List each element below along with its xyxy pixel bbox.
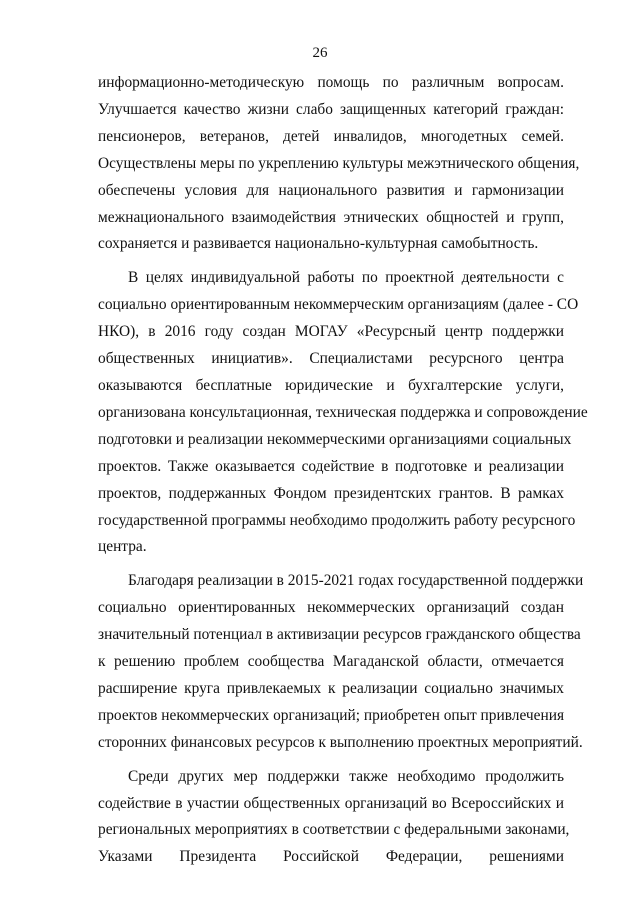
text-line: к решению проблем сообщества Магаданской области, отмечается [98, 653, 564, 671]
text-line: сохраняется и развивается национально-культурная самобытность. [98, 235, 539, 253]
text-line: расширение круга привлекаемых к реализации социально значимых [98, 679, 564, 697]
text-line: содействие в участии общественных организаций во Всероссийских и [98, 794, 564, 812]
text-line: региональных мероприятиях в соответствии с федеральными законами, [98, 821, 570, 839]
text-line: проектов, поддержанных Фондом президентских грантов. В рамках [98, 484, 564, 502]
text-line: Среди других мер поддержки также необходимо продолжить [128, 767, 564, 785]
text-line: Благодаря реализации в 2015-2021 годах государственной поддержки [128, 572, 584, 590]
paragraph [98, 764, 570, 872]
text-line: социально ориентированным некоммерческим организациям (далее - СО [98, 296, 579, 314]
paragraph [98, 568, 584, 756]
text-line: значительный потенциал в активизации ресурсов гражданского общества [98, 626, 581, 644]
text-line: обеспечены условия для национального развития и гармонизации [98, 181, 564, 199]
text-line: проектов. Также оказывается содействие в подготовке и реализации [98, 457, 564, 475]
text-line: социально ориентированных некоммерческих организаций создан [98, 599, 564, 617]
text-line: информационно-методическую помощь по различным вопросам. [98, 74, 564, 91]
text-line: Улучшается качество жизни слабо защищенных категорий граждан: [98, 100, 564, 118]
text-line: центра. [98, 538, 147, 556]
text-line: проектов некоммерческих организаций; приобретен опыт привлечения [98, 706, 565, 724]
body-text [98, 70, 588, 871]
text-line: пенсионеров, ветеранов, детей инвалидов, многодетных семей. [98, 127, 564, 145]
text-line: Указами Президента Российской Федерации, решениями [98, 848, 564, 866]
text-line: НКО), в 2016 году создан МОГАУ «Ресурсный центр поддержки [98, 323, 564, 341]
text-line: организована консультационная, техническая поддержка и сопровождение [98, 403, 588, 421]
paragraph-gap [98, 561, 564, 568]
text-line: подготовки и реализации некоммерческими организациями социальных [98, 430, 572, 448]
paragraph [98, 265, 588, 561]
page-number: 26 [312, 45, 328, 61]
text-line: государственной программы необходимо продолжить работу ресурсного [98, 511, 576, 529]
text-line: сторонних финансовых ресурсов к выполнению проектных мероприятий. [98, 733, 583, 751]
text-line: межнационального взаимодействия этнических общностей и групп, [98, 208, 564, 226]
paragraph-gap [98, 258, 564, 265]
text-line: общественных инициатив». Специалистами ресурсного центра [98, 350, 564, 368]
text-line: Осуществлены меры по укреплению культуры межэтнического общения, [98, 154, 580, 172]
paragraph-gap [98, 757, 564, 764]
paragraph [98, 70, 580, 258]
text-line: оказываются бесплатные юридические и бухгалтерские услуги, [98, 376, 564, 394]
text-line: В целях индивидуальной работы по проектной деятельности с [128, 269, 564, 287]
